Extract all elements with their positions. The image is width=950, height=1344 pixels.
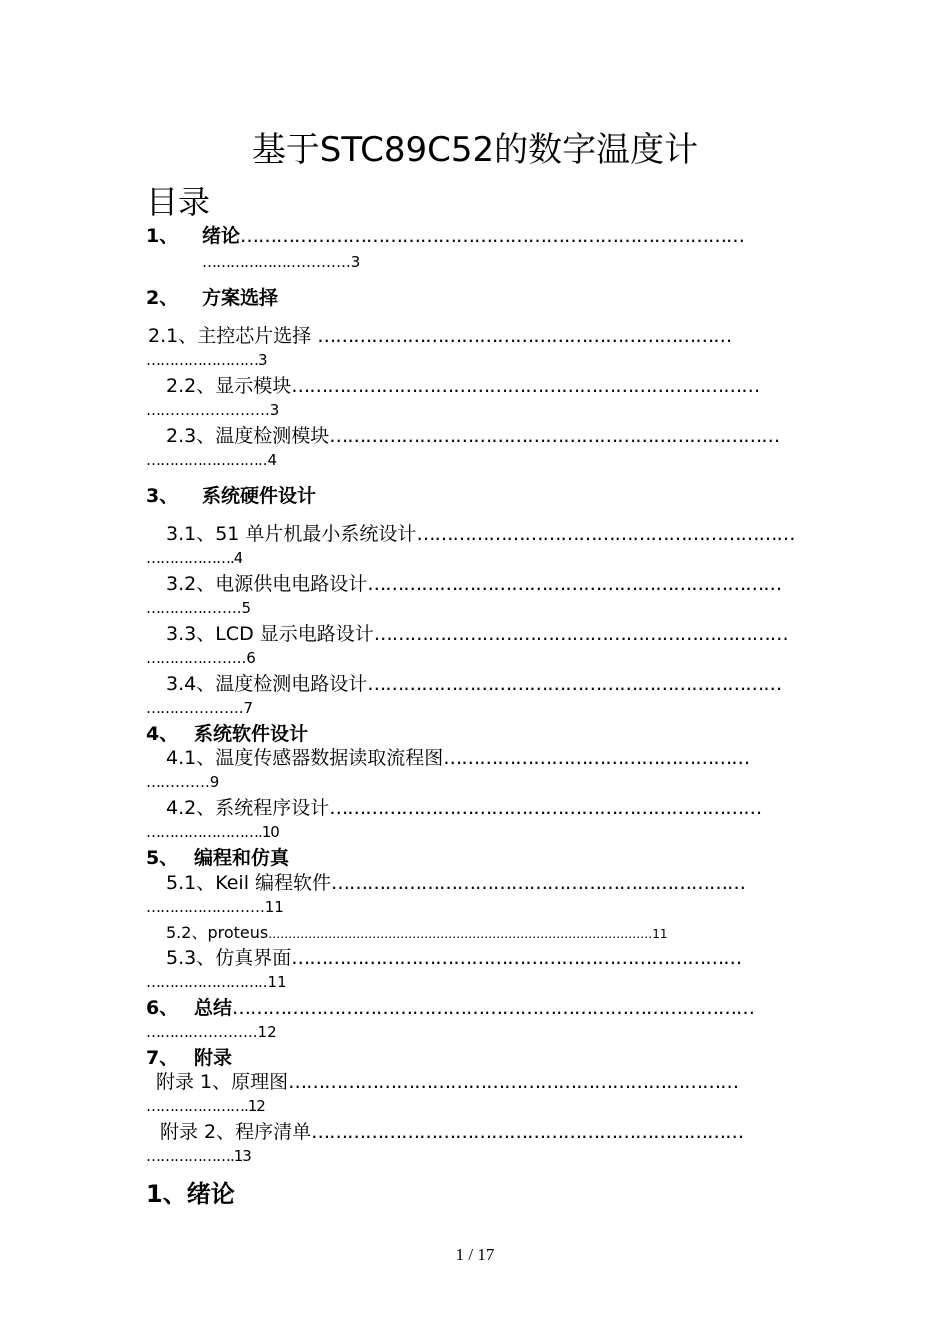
toc-entry-leader: ……………………………………………………… xyxy=(416,523,795,545)
toc-entry-label: 3.2、电源供电电路设计 xyxy=(166,573,368,595)
toc-entry-label: 总结 xyxy=(194,997,233,1019)
toc-entry-leader-cont: ……………….13 xyxy=(146,1147,251,1165)
toc-entry-page: ……….9 xyxy=(160,773,220,791)
toc-entry-label: 5.2、proteus xyxy=(166,923,269,942)
toc-entry-label: 5.1、Keil 编程软件 xyxy=(166,872,332,894)
toc-entry-leader: ………………………………………………………………… xyxy=(329,425,780,447)
toc-entry-leader-cont: ……………………3 xyxy=(146,351,267,369)
toc-entry-label: 附录 xyxy=(194,1047,233,1069)
toc-entry-leader-cont: … xyxy=(146,773,160,791)
toc-entry-leader-cont: …… xyxy=(146,699,174,717)
toc-entry-leader: …………………………………………………………… xyxy=(373,623,788,645)
toc-entry-label: 附录 1、原理图 xyxy=(156,1071,289,1093)
toc-entry-label: 5.3、仿真界面 xyxy=(166,947,292,969)
toc-entry-label: 3.3、LCD 显示电路设计 xyxy=(166,623,374,645)
toc-entry-page: …….11 xyxy=(230,898,284,916)
toc-entry-number: 6、 xyxy=(146,997,179,1019)
toc-entry-page: …………..12 xyxy=(188,1023,277,1041)
toc-entry-page: ..11 xyxy=(258,973,287,991)
toc-entry-label: 绪论 xyxy=(202,225,241,247)
toc-entry-leader-cont: ……… xyxy=(146,1023,188,1041)
toc-entry-number: 2、 xyxy=(146,287,179,309)
toc-entry-page: ……...6 xyxy=(202,649,256,667)
toc-entry-number: 7、 xyxy=(146,1047,179,1069)
toc-entry-leader-cont: ……………….4 xyxy=(146,549,243,567)
toc-entry-leader-cont: ………………….12 xyxy=(146,1097,265,1115)
toc-entry-page: ……..5 xyxy=(202,599,252,617)
toc-entry-label: 2.3、温度检测模块 xyxy=(166,425,330,447)
toc-entry-label: 系统硬件设计 xyxy=(202,485,317,507)
toc-entry-label: 4.2、系统程序设计 xyxy=(166,797,330,819)
toc-entry-leader: ……………………………………………………………………………………11 xyxy=(268,927,668,941)
toc-entry-leader: …………………………………………………………… xyxy=(317,325,732,347)
toc-entry-leader-cont: ………… xyxy=(146,649,202,667)
toc-entry-leader-cont: …………………… xyxy=(146,451,258,469)
toc-entry-label: 4.1、温度传感器数据读取流程图 xyxy=(166,747,444,769)
toc-entry-leader: …………………………………………………………… xyxy=(367,673,782,695)
toc-entry-label: 2.2、显示模块 xyxy=(166,375,292,397)
toc-entry-page: …………..7 xyxy=(174,699,254,717)
toc-entry-label: 方案选择 xyxy=(202,287,279,309)
toc-entry-leader: …………………………………………………………………………… xyxy=(232,997,755,1019)
toc-entry-page: ………………….3 xyxy=(160,401,280,419)
toc-entry-leader-cont: ………… xyxy=(146,599,202,617)
section-heading: 1、绪论 xyxy=(146,1180,235,1208)
document-title: 基于STC89C52的数字温度计 xyxy=(251,130,699,170)
toc-entry-number: 4、 xyxy=(146,723,179,745)
toc-entry-leader-cont: … xyxy=(146,401,160,419)
toc-entry-leader: ………………………………………………………………… xyxy=(291,947,742,969)
toc-entry-leader: …………………………………………… xyxy=(443,747,750,769)
toc-entry-label: 2.1、主控芯片选择 xyxy=(148,325,318,347)
page-number: 1 / 17 xyxy=(455,1245,495,1264)
toc-entry-page: ………….3 xyxy=(286,253,361,271)
toc-entry-leader: ……………………………………………………………… xyxy=(311,1121,744,1143)
toc-entry-number: 1、 xyxy=(146,225,179,247)
toc-entry-label: 编程和仿真 xyxy=(194,847,290,869)
toc-entry-number: 3、 xyxy=(146,485,179,507)
toc-entry-leader-cont: ……………… xyxy=(202,253,286,271)
toc-entry-leader: ………………………………………………………………… xyxy=(288,1071,739,1093)
toc-entry-label: 3.1、51 单片机最小系统设计 xyxy=(166,523,417,545)
toc-entry-label: 附录 2、程序清单 xyxy=(160,1121,312,1143)
toc-entry-leader: ……………………………………………………………… xyxy=(329,797,762,819)
toc-entry-number: 5、 xyxy=(146,847,179,869)
toc-entry-leader-cont: …………………… xyxy=(146,973,258,991)
toc-entry-leader: …………………………………………………………………… xyxy=(291,375,760,397)
toc-entry-leader: ………………………………………………………………………… xyxy=(240,225,745,247)
toc-entry-leader-cont: ……………… xyxy=(146,898,230,916)
toc-entry-label: 3.4、温度检测电路设计 xyxy=(166,673,368,695)
toc-entry-label: 系统软件设计 xyxy=(194,723,309,745)
toc-heading: 目录 xyxy=(146,183,211,221)
toc-entry-leader-cont: …………………….10 xyxy=(146,823,279,841)
toc-entry-page: ..4 xyxy=(258,451,278,469)
toc-entry-leader: …………………………………………………………… xyxy=(367,573,782,595)
toc-entry-leader: …………………………………………………………… xyxy=(331,872,746,894)
